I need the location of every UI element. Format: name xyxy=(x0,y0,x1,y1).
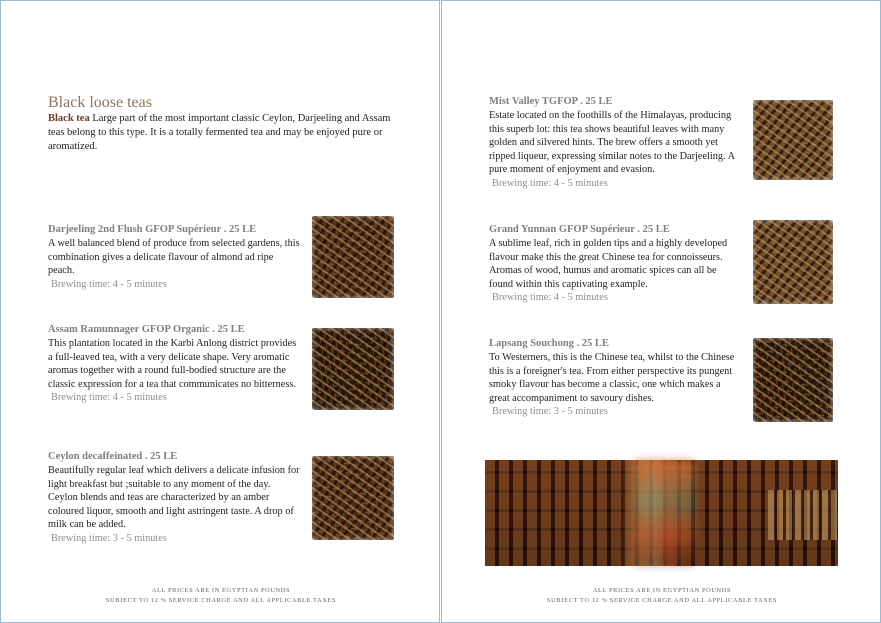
loose-tea-leaves-image xyxy=(753,338,833,422)
tea-item-description: Beautifully regular leaf which delivers a delicate infusion for light breakfast but ;suitable to any moment of the day. Ceylon blends and teas are characterized by an amber coloured liquor, smooth and light astringent taste. A drop of milk can be added. xyxy=(48,465,300,531)
tea-item-brewing-time: Brewing time: 3 - 5 minutes xyxy=(492,406,608,418)
tea-item-brewing-time: Brewing time: 4 - 5 minutes xyxy=(492,177,608,189)
footer-service-charge-note: SUBJECT TO 12 % SERVICE CHARGE AND ALL APPLICABLE TAXES xyxy=(546,597,778,604)
loose-tea-leaves-image xyxy=(753,100,833,180)
tea-item-mist-valley xyxy=(489,95,739,191)
shop-light-glow xyxy=(635,460,695,566)
tea-item-title: Lapsang Souchong . 25 LE xyxy=(489,338,609,349)
shop-shelf xyxy=(768,490,838,540)
tea-item-title: Mist Valley TGFOP . 25 LE xyxy=(489,96,613,107)
tea-item-assam xyxy=(48,323,300,405)
loose-tea-leaves-image xyxy=(312,328,394,410)
loose-tea-leaves-image xyxy=(312,216,394,298)
section-intro xyxy=(48,112,408,154)
tea-item-title: Ceylon decaffeinated . 25 LE xyxy=(48,451,178,462)
tea-item-description: To Westerners, this is the Chinese tea, whilst to the Chinese this is a foreigner's tea. From either perspective its pungent smoky flavour has become a classic, one which makes a great accompaniment to savoury dishes. xyxy=(489,352,735,404)
tea-item-darjeeling xyxy=(48,223,300,292)
tea-item-description: Estate located on the foothills of the Himalayas, producing this superb lot: this tea shows beautiful leaves with many golden and silvered hints. The brew offers a smooth yet ripped liqueur, expressing similar notes to the Darjeeling. A pure moment of enjoyment and evasion. xyxy=(489,110,735,176)
intro-text: Large part of the most important classic Ceylon, Darjeeling and Assam teas belong to this type. It is a totally fermented tea and may be enjoyed pure or aromatized. xyxy=(48,113,391,152)
loose-tea-leaves-image xyxy=(312,456,394,540)
tea-item-brewing-time: Brewing time: 4 - 5 minutes xyxy=(51,278,167,290)
tea-item-title: Darjeeling 2nd Flush GFOP Supérieur . 25 LE xyxy=(48,224,257,235)
tea-item-title: Assam Ramunnager GFOP Organic . 25 LE xyxy=(48,324,245,335)
footer-currency-note: ALL PRICES ARE IN EGYPTIAN POUNDS xyxy=(151,587,291,594)
tea-item-lapsang-souchong xyxy=(489,337,741,419)
intro-lead: Black tea xyxy=(48,113,90,124)
tea-item-title: Grand Yunnan GFOP Supérieur . 25 LE xyxy=(489,224,670,235)
loose-tea-leaves-image xyxy=(753,220,833,304)
tea-shop-photo xyxy=(485,460,838,566)
price-footer xyxy=(442,586,881,606)
tea-item-ceylon-decaf xyxy=(48,450,300,546)
price-footer xyxy=(1,586,441,606)
footer-currency-note: ALL PRICES ARE IN EGYPTIAN POUNDS xyxy=(592,587,732,594)
footer-service-charge-note: SUBJECT TO 12 % SERVICE CHARGE AND ALL APPLICABLE TAXES xyxy=(105,597,337,604)
tea-item-description: A well balanced blend of produce from selected gardens, this combination gives a delicate flavour of almond ad ripe peach. xyxy=(48,238,300,277)
tea-item-description: This plantation located in the Karbi Anlong district provides a full-leaved tea, with a very delicate shape. Very aromatic aromas together with a round full-bodied structure are the classic expression for a tea that communicates no bitterness. xyxy=(48,338,297,390)
tea-item-grand-yunnan xyxy=(489,223,739,305)
tea-item-brewing-time: Brewing time: 4 - 5 minutes xyxy=(492,292,608,304)
section-title: Black loose teas xyxy=(48,94,152,111)
menu-page-right xyxy=(441,0,881,623)
tea-item-description: A sublime leaf, rich in golden tips and a highly developed flavour make this the great Chinese tea for connoisseurs. Aromas of wood, humus and aromatic spices can all be found within this captivating example. xyxy=(489,238,728,290)
tea-item-brewing-time: Brewing time: 3 - 5 minutes xyxy=(51,532,167,544)
tea-item-brewing-time: Brewing time: 4 - 5 minutes xyxy=(51,392,167,404)
menu-page-left xyxy=(0,0,440,623)
